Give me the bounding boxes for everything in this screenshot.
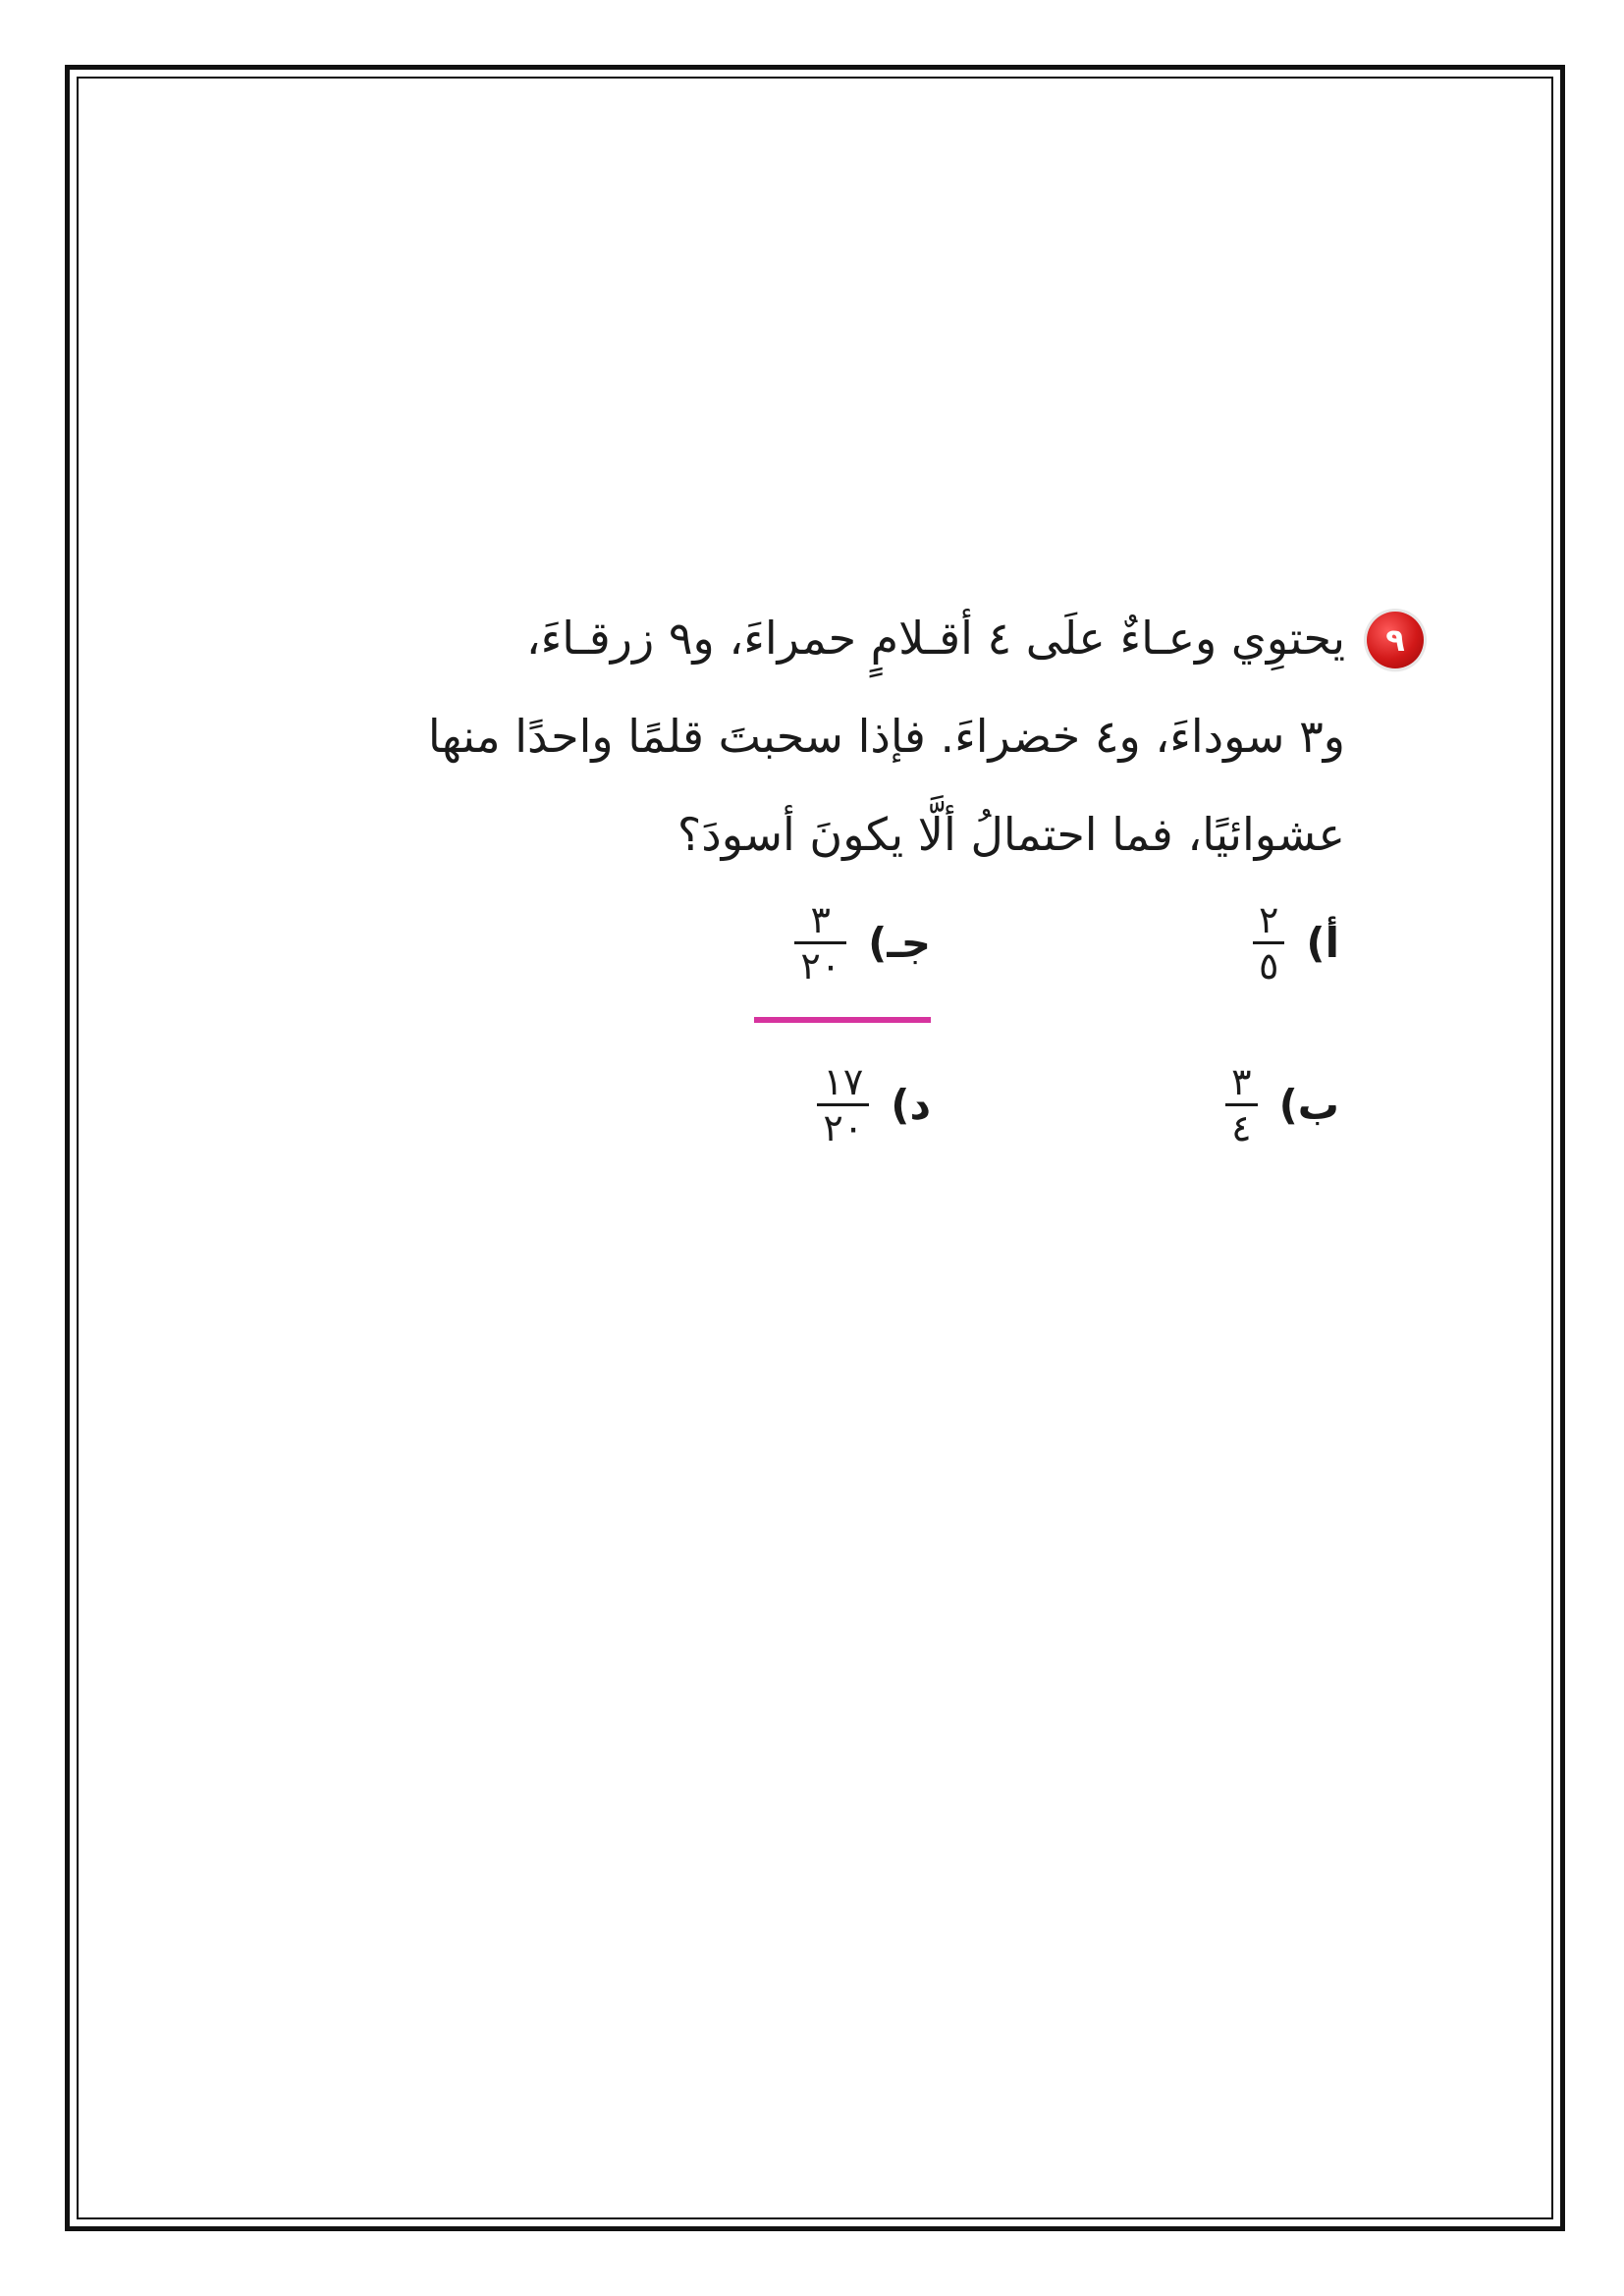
option-b-fraction [1225, 1060, 1257, 1149]
answer-mark-underline [754, 1017, 931, 1023]
option-b-denominator: ٤ [1231, 1106, 1252, 1149]
option-a-denominator: ٥ [1258, 944, 1279, 988]
option-d[interactable] [817, 1060, 931, 1149]
option-d-denominator: ٢٠ [823, 1106, 864, 1149]
option-d-fraction [817, 1060, 869, 1149]
option-a[interactable] [1253, 898, 1339, 988]
question-number-badge: ٩ [1367, 612, 1424, 668]
question-text-line-2: و٣ سوداءَ، و٤ خضراءَ. فإذا سحبتَ قلمًا واحدًا منها [427, 710, 1345, 763]
option-b[interactable] [1225, 1060, 1339, 1149]
option-c[interactable] [794, 898, 931, 988]
option-d-label: د) [891, 1081, 931, 1129]
option-d-numerator: ١٧ [823, 1060, 864, 1103]
option-c-denominator: ٢٠ [800, 944, 841, 988]
option-c-numerator: ٣ [810, 898, 831, 941]
option-c-label: جـ) [868, 919, 931, 967]
option-c-fraction [794, 898, 846, 988]
question-text-line-1: يحتوِي وعـاءٌ علَى ٤ أقـلامٍ حمراءَ، و٩ زرقـاءَ، [525, 612, 1345, 665]
option-a-label: أ) [1306, 919, 1339, 967]
question-text-line-3: عشوائيًا، فما احتمالُ ألَّا يكونَ أسودَ؟ [677, 808, 1345, 861]
option-a-fraction [1253, 898, 1284, 988]
option-b-label: ب) [1278, 1081, 1339, 1129]
option-b-numerator: ٣ [1231, 1060, 1252, 1103]
option-a-numerator: ٢ [1258, 898, 1279, 941]
